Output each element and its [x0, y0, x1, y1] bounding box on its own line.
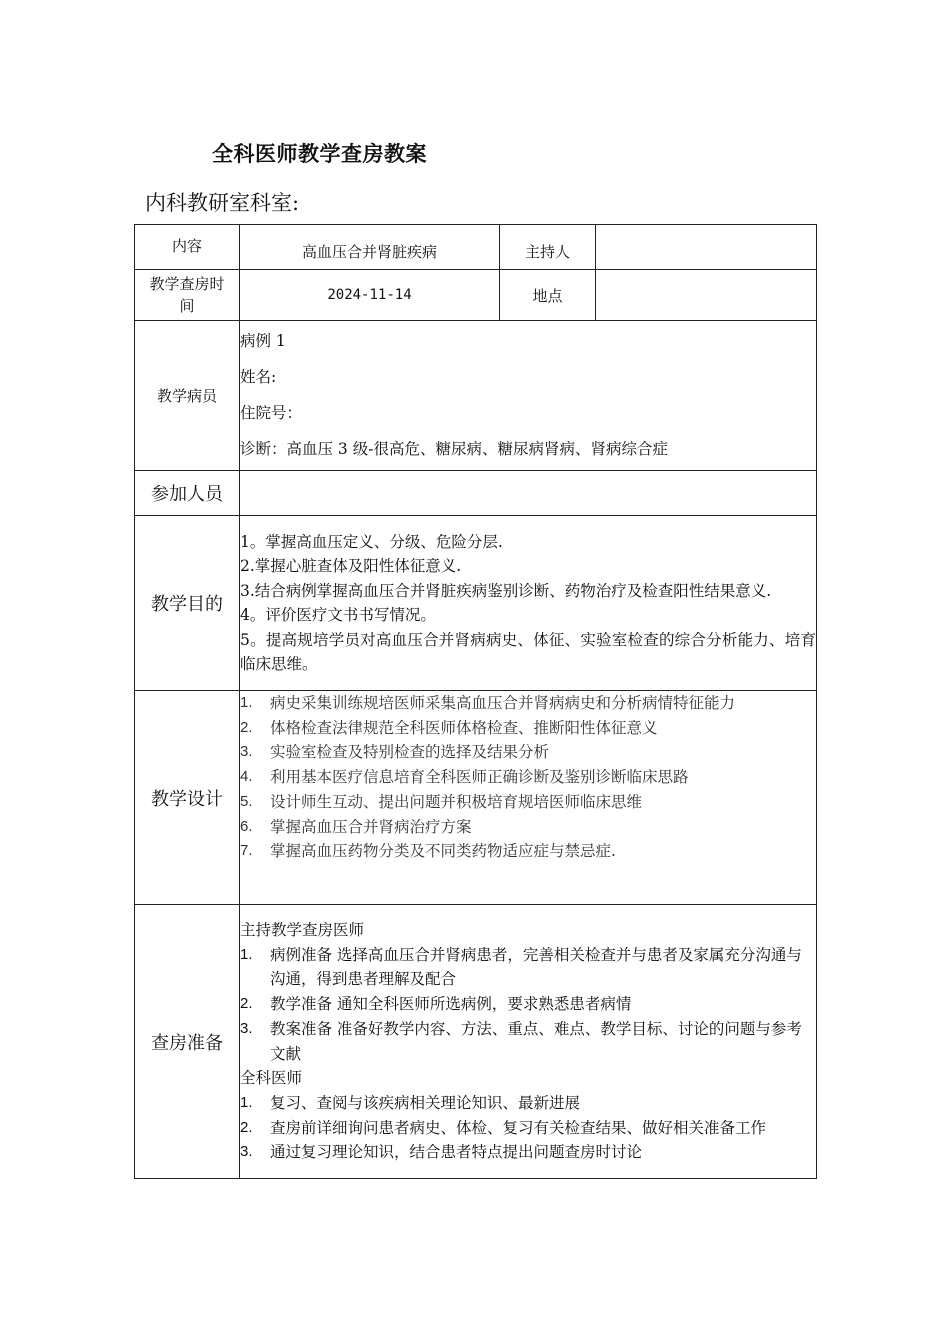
row-time — [135, 270, 817, 321]
prep-host-list — [240, 943, 816, 1067]
prep-gp-item: 1. 复习、查阅与该疾病相关理论知识、最新进展 — [240, 1093, 581, 1112]
design-list — [240, 691, 816, 864]
design-item: 4. 利用基本医疗信息培育全科医师正确诊断及鉴别诊断临床思路 — [240, 768, 689, 787]
prep-gp-heading: 全科医师 — [240, 1069, 303, 1088]
time-value: 2024-11-14 — [240, 270, 500, 321]
design-list-cell — [240, 691, 817, 905]
patient-name: 姓名: — [240, 367, 277, 386]
prep-gp-item: 3. 通过复习理论知识，结合患者特点提出问题查房时讨论 — [240, 1143, 643, 1162]
participants-value — [240, 471, 817, 516]
prep-gp-list — [240, 1091, 816, 1165]
location-value — [596, 270, 817, 321]
row-content — [135, 225, 817, 270]
patient-diagnosis: 诊断：高血压 3 级-很高危、糖尿病、糖尿病肾病、肾病综合症 — [240, 439, 668, 458]
host-value — [596, 225, 817, 270]
participants-label: 参加人员 — [135, 471, 240, 516]
row-patient — [135, 321, 817, 471]
row-prep — [135, 905, 817, 1179]
design-item: 2. 体格检查法律规范全科医师体格检查、推断阳性体征意义 — [240, 718, 658, 737]
design-item: 6. 掌握高血压合并肾病治疗方案 — [240, 817, 472, 836]
goal-item: 5。提高规培学员对高血压合并肾病病史、体征、实验室检查的综合分析能力、培育临床思维。 — [240, 630, 816, 673]
teaching-plan-table — [134, 224, 817, 1179]
prep-host-item: 3. 教案准备 准备好教学内容、方法、重点、难点、教学目标、讨论的问题与参考文献 — [240, 1019, 802, 1063]
patient-label: 教学病员 — [135, 321, 240, 471]
design-label: 教学设计 — [135, 691, 240, 905]
goal-item: 1。掌握高血压定义、分级、危险分层. — [240, 532, 503, 551]
goal-item: 2.掌握心脏查体及阳性体征意义. — [240, 557, 462, 575]
goal-item: 3.结合病例掌握高血压合并肾脏疾病鉴别诊断、药物治疗及检查阳性结果意义. — [240, 581, 772, 600]
goal-item: 4。评价医疗文书书写情况。 — [240, 606, 436, 624]
design-item: 7. 掌握高血压药物分类及不同类药物适应症与禁忌症. — [240, 842, 616, 861]
row-participants — [135, 471, 817, 516]
host-label: 主持人 — [500, 225, 596, 270]
design-item: 1. 病史采集训练规培医师采集高血压合并肾病病史和分析病情特征能力 — [240, 694, 736, 712]
prep-label: 查房准备 — [135, 905, 240, 1179]
goals-list — [240, 516, 817, 691]
content-label: 内容 — [135, 225, 240, 270]
prep-cell — [240, 905, 817, 1179]
patient-case: 病例 1 — [240, 331, 286, 350]
content-value: 高血压合并肾脏疾病 — [240, 225, 500, 270]
row-goals — [135, 516, 817, 691]
prep-host-item: 2. 教学准备 通知全科医师所选病例，要求熟悉患者病情 — [240, 995, 632, 1014]
prep-host-item: 1. 病例准备 选择高血压合并肾病患者，完善相关检查并与患者及家属充分沟通与沟通，得到患者理解及配合 — [240, 945, 802, 989]
goals-label: 教学目的 — [135, 516, 240, 691]
prep-host-heading: 主持教学查房医师 — [240, 920, 365, 939]
prep-gp-item: 2. 查房前详细询问患者病史、体检、复习有关检查结果、做好相关准备工作 — [240, 1118, 767, 1137]
department-heading: 内科教研室科室: — [145, 191, 300, 215]
row-design — [135, 691, 817, 905]
design-item: 3. 实验室检查及特别检查的选择及结果分析 — [240, 743, 550, 762]
location-label: 地点 — [500, 270, 596, 321]
patient-info — [240, 321, 817, 471]
document-title: 全科医师教学查房教案 — [212, 142, 427, 166]
patient-admission-no: 住院号： — [240, 403, 303, 422]
design-item: 5. 设计师生互动、提出问题并积极培育规培医师临床思维 — [240, 792, 643, 811]
time-label: 教学查房时间 — [135, 270, 240, 321]
